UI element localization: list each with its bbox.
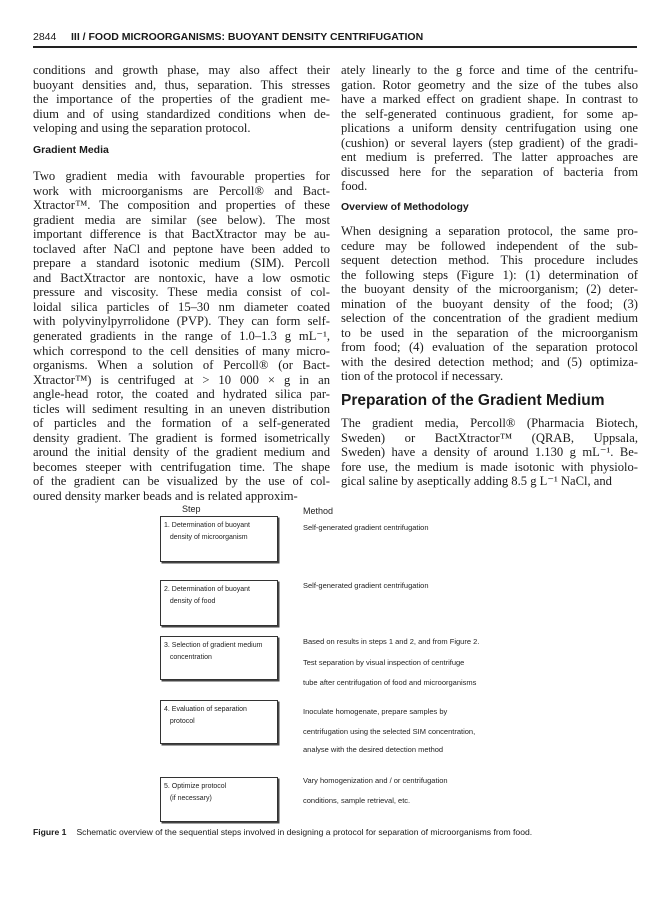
- text-line: pressure and viscosity. These media consist of col-: [33, 285, 330, 300]
- text-line: of the gradient can be visualized by the use of col-: [33, 474, 330, 489]
- text-line: fore use, the medium is made isotonic with physiolo-: [341, 459, 638, 474]
- text-line: Sweden) have a density of around 1.130 g mL⁻¹. Be-: [341, 445, 638, 460]
- figure-caption-text: Schematic overview of the sequential steps involved in designing a protocol for separation of microorganisms from food.: [76, 827, 533, 837]
- running-title: III / FOOD MICROORGANISMS: BUOYANT DENSITY CENTRIFUGATION: [71, 31, 424, 43]
- text-line: organisms. When a solution of Percoll® (or Bact-: [33, 358, 330, 373]
- text-line: selection of the concentration of the gradient medium: [341, 311, 638, 326]
- text-line: loidal silica particles of 15–30 nm diameter coated: [33, 299, 330, 314]
- text-line: (cushion) or several layers (step gradient) of the gradi-: [341, 135, 638, 150]
- text-line: the importance of the properties of the gradient me-: [33, 92, 330, 107]
- text-line: ent medium is preferred. The latter approaches are: [341, 150, 638, 165]
- text-line: from food; (4) evaluation of the separation protocol: [341, 340, 638, 355]
- method-text: Test separation by visual inspection of centrifuge: [303, 658, 465, 667]
- text-line: work with microorganisms are Percoll® and Bact-: [33, 183, 330, 198]
- text-line: around the initial density of the gradient medium and: [33, 445, 330, 460]
- method-text: analyse with the desired detection method: [303, 745, 444, 754]
- step-box-3: [160, 636, 278, 680]
- step-label: 5. Optimize protocol: [164, 783, 227, 790]
- step-box-2: [160, 580, 278, 626]
- step-label: density of microorganism: [164, 534, 248, 541]
- text-line: plications a uniform density centrifugation using one: [341, 121, 638, 136]
- method-text: Vary homogenization and / or centrifugation: [303, 776, 448, 785]
- heading-gradient-media: Gradient Media: [33, 144, 109, 156]
- method-text: centrifugation using the selected SIM concentration,: [303, 727, 476, 736]
- text-line: with the desired detection method; and (5) optimiza-: [341, 354, 638, 369]
- step-label: (if necessary): [164, 795, 212, 802]
- text-line: food.: [341, 179, 368, 194]
- text-line: mination of the buoyant density of the food; (3): [341, 296, 638, 311]
- method-text: Self-generated gradient centrifugation: [303, 523, 429, 532]
- method-text: Inoculate homogenate, prepare samples by: [303, 707, 448, 716]
- figure-caption: [33, 827, 532, 837]
- text-line: have a marked effect on gradient shape. In contrast to: [341, 92, 638, 107]
- text-line: toclaved after NaCl and peptone have been added to: [33, 241, 330, 256]
- method-text: Based on results in steps 1 and 2, and from Figure 2.: [303, 637, 480, 646]
- text-line: angle-head rotor, the coated and hydrated silica par-: [33, 387, 330, 402]
- text-line: gical saline by aseptically adding 8.5 g L⁻¹ NaCl, and: [341, 474, 612, 489]
- text-line: Xtractor™) is centrifuged at > 10 000 × g in an: [33, 372, 330, 387]
- text-line: Two gradient media with favourable properties for: [33, 169, 330, 183]
- text-line: buoyant densities and, thus, separation. This stresses: [33, 77, 330, 92]
- text-line: Xtractor™. The composition and properties of these: [33, 198, 330, 213]
- text-line: generated gradients in the range of 1.0–1.3 g mL⁻¹,: [33, 329, 330, 344]
- text-line: the buoyant density of the microorganism; (2) deter-: [341, 282, 638, 297]
- text-line: which correspond to the cell densities of many micro-: [33, 343, 330, 358]
- heading-preparation-of-gradient-medium: Preparation of the Gradient Medium: [341, 392, 605, 409]
- step-label: 1. Determination of buoyant: [164, 522, 250, 529]
- text-line: The gradient media, Percoll® (Pharmacia Biotech,: [341, 416, 638, 430]
- text-line: ticles will sediment resulting in an uneven distribution: [33, 401, 330, 416]
- text-line: When designing a separation protocol, the same pro-: [341, 224, 638, 238]
- text-line: veloping and using the separation protocol.: [33, 121, 251, 136]
- text-line: dium and of using standardized conditions when de-: [33, 106, 330, 121]
- text-line: and BactXtractor are nontoxic, have a low osmotic: [33, 270, 330, 285]
- text-line: prepare a standard isotonic medium (SIM). Percoll: [33, 256, 330, 271]
- step-label: concentration: [164, 654, 212, 661]
- step-label: protocol: [164, 718, 195, 725]
- text-line: ately linearly to the g force and time of the centrifu-: [341, 63, 638, 77]
- text-line: becomes steeper with centrifugation time. The shape: [33, 459, 330, 474]
- text-line: density gradient. The gradient is formed isometrically: [33, 430, 330, 445]
- step-box-1: [160, 516, 278, 562]
- text-line: of particles and the formation of a self-generated: [33, 416, 330, 431]
- text-line: discussed here for the separation of bacteria from: [341, 164, 638, 179]
- figure-caption-label: Figure 1: [33, 827, 67, 837]
- text-line: important difference is that BactXtractor may be au-: [33, 227, 330, 242]
- text-line: tion of the protocol if necessary.: [341, 369, 504, 384]
- text-line: the self-generated continuous gradient, for some ap-: [341, 106, 638, 121]
- step-label: density of food: [164, 598, 216, 605]
- text-line: the following steps (Figure 1): (1) determination of: [341, 267, 638, 282]
- text-line: conditions and growth phase, may also affect their: [33, 63, 330, 77]
- method-text: tube after centrifugation of food and microorganisms: [303, 678, 477, 687]
- step-box-4: [160, 700, 278, 744]
- text-line: Sweden) or BactXtractor™ (QRAB, Uppsala,: [341, 430, 638, 445]
- text-line: cedure may be followed independent of the sub-: [341, 238, 638, 253]
- text-line: with polyvinylpyrrolidone (PVP). They can form self-: [33, 314, 330, 329]
- text-line: gradient media are similar (see below). The most: [33, 212, 330, 227]
- method-text: conditions, sample retrieval, etc.: [303, 796, 411, 805]
- heading-overview-of-methodology: Overview of Methodology: [341, 201, 469, 213]
- step-label: 2. Determination of buoyant: [164, 586, 250, 593]
- text-line: to be used in the separation of the microorganism: [341, 325, 638, 340]
- step-box-5: [160, 777, 278, 822]
- column-header-method: Method: [303, 506, 334, 516]
- column-header-step: Step: [182, 504, 201, 514]
- step-label: 3. Selection of gradient medium: [164, 642, 263, 649]
- text-line: sequent detection method. This procedure includes: [341, 253, 638, 268]
- step-label: 4. Evaluation of separation: [164, 706, 247, 713]
- text-line: gation. Rotor geometry and the size of the tubes also: [341, 77, 638, 92]
- page-number: 2844: [33, 31, 57, 43]
- text-line: oured density marker beads and is related approxim-: [33, 489, 298, 504]
- method-text: Self-generated gradient centrifugation: [303, 581, 429, 590]
